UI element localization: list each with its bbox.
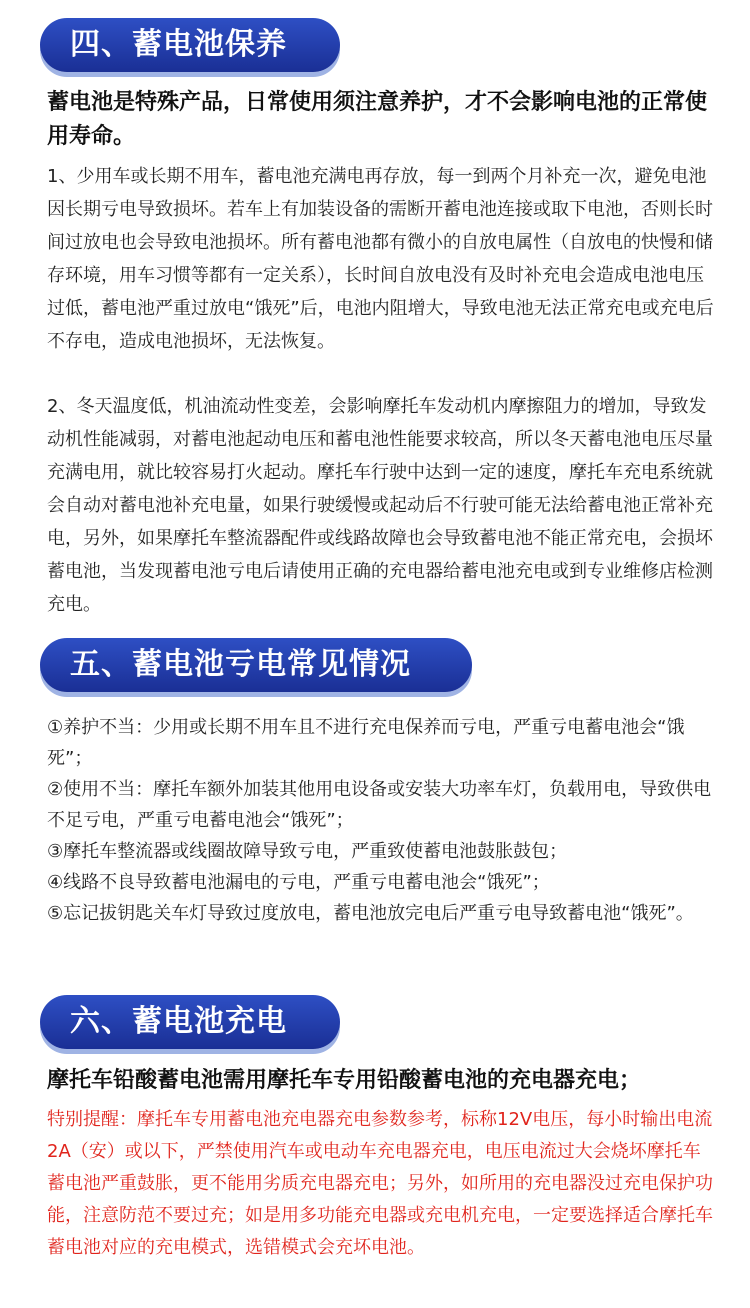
section-title-discharge: 五、蓄电池亏电常见情况 [40,638,472,692]
discharge-list [47,712,727,929]
section-title-maintenance: 四、蓄电池保养 [40,18,340,72]
list-item: ②使用不当：摩托车额外加装其他用电设备或安装大功率车灯，负载用电，导致供电不足亏电，严重亏电蓄电池会“饿死”； [47,779,712,831]
list-item: ①养护不当：少用或长期不用车且不进行充电保养而亏电，严重亏电蓄电池会“饿死”； [47,717,685,769]
maintenance-lead: 蓄电池是特殊产品，日常使用须注意养护，才不会影响电池的正常使用寿命。 [47,90,708,149]
list-item: ③摩托车整流器或线圈故障导致亏电，严重致使蓄电池鼓胀鼓包； [47,841,568,862]
section-title-charging: 六、蓄电池充电 [40,995,340,1049]
maintenance-paragraph-1: 1、少用车或长期不用车，蓄电池充满电再存放，每一到两个月补充一次，避免电池因长期亏电导致损坏。若车上有加装设备的需断开蓄电池连接或取下电池，否则长时间过放电也会导致电池损坏。所有蓄电池都有微小的自放电属性（自放电的快慢和储存环境，用车习惯等都有一定关系），长时间自放电没有及时补充电会造成电池电压过低，蓄电池严重过放电“饿死”后，电池内阻增大，导致电池无法正常充电或充电后不存电，造成电池损坏，无法恢复。 [47,166,714,352]
charging-lead: 摩托车铅酸蓄电池需用摩托车专用铅酸蓄电池的充电器充电； [47,1068,642,1093]
list-item: ⑤忘记拔钥匙关车灯导致过度放电，蓄电池放完电后严重亏电导致蓄电池“饿死”。 [47,903,694,924]
maintenance-paragraph-2: 2、冬天温度低，机油流动性变差，会影响摩托车发动机内摩擦阻力的增加，导致发动机性能减弱，对蓄电池起动电压和蓄电池性能要求较高，所以冬天蓄电池电压尽量充满电用，就比较容易打火起动。摩托车行驶中达到一定的速度，摩托车充电系统就会自动对蓄电池补充电量，如果行驶缓慢或起动后不行驶可能无法给蓄电池正常补充电，另外，如果摩托车整流器配件或线路故障也会导致蓄电池不能正常充电，会损坏蓄电池，当发现蓄电池亏电后请使用正确的充电器给蓄电池充电或到专业维修店检测充电。 [47,396,713,615]
list-item: ④线路不良导致蓄电池漏电的亏电，严重亏电蓄电池会“饿死”； [47,872,550,893]
charging-warning: 特别提醒：摩托车专用蓄电池充电器充电参数参考，标称12V电压，每小时输出电流2A（安）或以下，严禁使用汽车或电动车充电器充电，电压电流过大会烧坏摩托车蓄电池严重鼓胀，更不能用劣质充电器充电；另外，如所用的充电器没过充电保护功能，注意防范不要过充；如是用多功能充电器或充电机充电，一定要选择适合摩托车蓄电池对应的充电模式，选错模式会充坏电池。 [47,1109,713,1258]
